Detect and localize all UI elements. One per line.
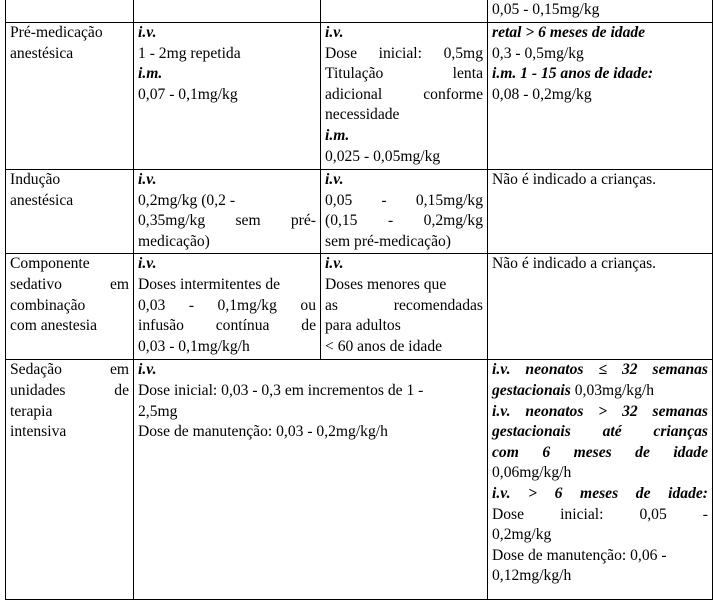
row-label-line: anestésica [10,44,74,62]
cell-children-icu-sedation [488,360,713,600]
text-line: Titulação lenta [325,65,483,83]
route-label: gestacionais até crianças [492,423,708,441]
cell-adults-icu-sedation [134,360,488,600]
route-label: i.v. [138,255,157,273]
text-line: 0,05 - 0,15mg/kg [325,191,483,209]
cell-adults-gt60-sedative-component [321,254,488,360]
cell-label-icu-sedation [6,360,134,600]
text-line: Doses intermitentes de [138,275,281,293]
text-line: infusão contínua de [138,317,316,335]
text-line: Não é indicado a crianças. [492,171,657,188]
text-line: 0,03 - 0,1mg/kg ou [138,296,316,314]
cell-adults-gt60-continuation [321,0,488,23]
text-line: < 60 anos de idade [325,337,443,355]
cell-adults-gt60-induction [321,170,488,254]
text-line: 0,03 - 0,1mg/kg/h [138,337,250,355]
text-line: 0,06mg/kg/h [492,464,572,482]
route-label: i.v. [325,171,344,188]
text-line: para adultos [325,317,401,335]
row-label-line: Pré-medicação [10,24,103,41]
text-line: Dose de manutenção: 0,03 - 0,2mg/kg/h [138,423,388,441]
table-row-icu-sedation [6,360,713,600]
row-label-line: Componente [10,255,90,273]
cell-label-induction [6,170,134,254]
text-line: Não é indicado a crianças. [492,255,657,273]
row-label-line: Sedação em [10,361,129,379]
route-label: com 6 meses de idade [492,443,708,461]
row-label-line: unidades de [10,381,129,399]
text-line: 1 - 2mg repetida [138,44,241,62]
cell-children-induction [488,170,713,254]
cell-label-continuation [6,0,134,23]
cell-adults-lt60-sedative-component [134,254,321,360]
text-line: 0,2mg/kg (0,2 - [138,191,236,209]
text-line: 0,35mg/kg sem pré- [138,212,316,230]
text-line: 0,025 - 0,05mg/kg [325,147,441,165]
text-line: sem pré-medicação) [325,232,451,250]
row-label-line: anestésica [10,191,74,209]
text-line: Doses menores que [325,275,447,293]
text-line: (0,15 - 0,2mg/kg [325,212,483,230]
cell-children-premedication [488,23,713,170]
text-line: 0,3 - 0,5mg/kg [492,44,584,62]
table-row-continuation [6,0,713,23]
text-line: necessidade [325,106,400,124]
route-label: retal > 6 meses de idade [492,24,646,41]
dose-value: 0,03mg/kg/h [574,381,655,399]
route-label: i.m. [325,126,350,144]
cell-label-sedative-component [6,254,134,360]
cell-adults-lt60-continuation [134,0,321,23]
table-row-sedative-component [6,254,713,360]
row-label-line: com anestesia [10,317,98,335]
text-line: adicional conforme [325,85,483,103]
dosage-table [5,0,713,600]
row-label-line: intensiva [10,423,67,441]
text-line: 0,07 - 0,1mg/kg [138,85,238,103]
route-label: i.v. neonatos ≤ 32 semanas [492,361,708,379]
route-label: i.v. > 6 meses de idade: [492,484,708,502]
text-line: Dose inicial: 0,03 - 0,3 em incrementos de 1 - [138,381,424,399]
text-line: 2,5mg [138,402,178,420]
cell-label-premedication [6,23,134,170]
route-label: i.v. [138,171,157,188]
table-row-induction [6,170,713,254]
cell-children-sedative-component [488,254,713,360]
text-line: as recomendadas [325,296,483,314]
cell-adults-gt60-premedication [321,23,488,170]
route-label: i.v. [138,361,157,379]
cell-children-continuation [488,0,713,23]
text-line: Dose de manutenção: 0,06 - [492,546,667,564]
row-label-line: sedativo em [10,275,129,293]
route-label: i.m. [138,65,163,83]
text-line: 0,05 - 0,15mg/kg [492,1,600,18]
text-line: medicação) [138,232,210,250]
text-line: Dose inicial: 0,5mg [325,44,483,62]
row-label-line: terapia [10,402,53,420]
text-line [492,381,708,402]
route-label: i.v. [138,24,157,41]
row-label-line: Indução [10,171,61,188]
text-line: Dose inicial: 0,05 - [492,505,708,523]
text-line: 0,12mg/kg/h [492,567,572,585]
route-label: gestacionais [492,381,571,399]
route-label: i.v. [325,255,344,273]
text-line: 0,08 - 0,2mg/kg [492,85,592,103]
text-line: 0,2mg/kg [492,526,552,544]
cell-adults-lt60-premedication [134,23,321,170]
route-label: i.m. 1 - 15 anos de idade: [492,65,654,83]
table-row-premedication [6,23,713,170]
route-label: i.v. neonatos > 32 semanas [492,402,708,420]
row-label-line: combinação [10,296,86,314]
cell-adults-lt60-induction [134,170,321,254]
route-label: i.v. [325,24,344,41]
